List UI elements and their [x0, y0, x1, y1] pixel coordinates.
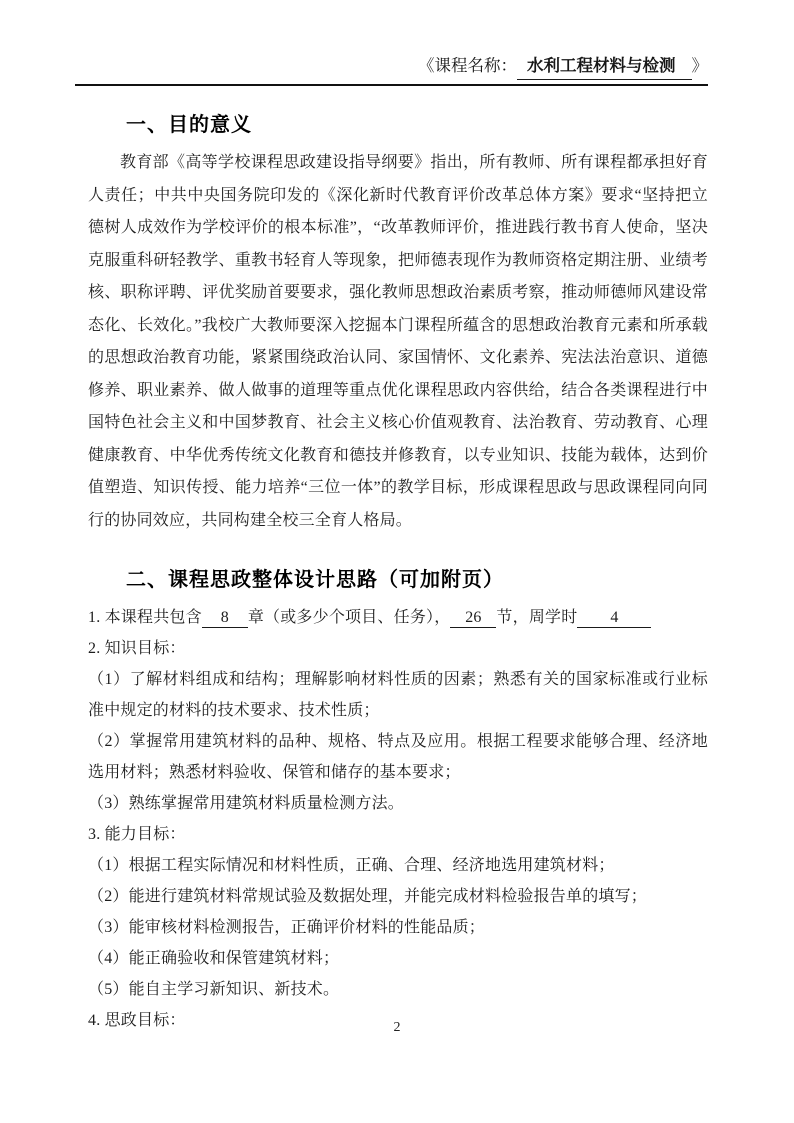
knowledge-goal-item-2: （2）掌握常用建筑材料的品种、规格、特点及应用。根据工程要求能够合理、经济地选用材料；熟悉材料验收、保管和储存的基本要求； — [88, 733, 708, 781]
weekly-hours-blank: 4 — [577, 608, 651, 628]
sections-blank: 26 — [450, 608, 496, 628]
ability-goal-item-3: （3）能审核材料检测报告，正确评价材料的性能品质； — [88, 919, 486, 936]
section-1-title: 一、目的意义 — [126, 114, 252, 136]
knowledge-goal-item-1: （1）了解材料组成和结构；理解影响材料性质的因素；熟悉有关的国家标准或行业标准中规定的材料的技术要求、技术性质； — [88, 671, 708, 719]
ideology-goals-title: 4. 思政目标： — [88, 1012, 186, 1029]
course-name-value: 水利工程材料与检测 — [517, 54, 692, 80]
structure-part1: 1. 本课程共包含 — [88, 609, 202, 626]
course-name-suffix: 》 — [691, 56, 708, 75]
section-1-paragraph: 教育部《高等学校课程思政建设指导纲要》指出，所有教师、所有课程都承担好育人责任；中共中央国务院印发的《深化新时代教育评价改革总体方案》要求“坚持把立德树人成效作为学校评价的根本标准”，“改革教师评价，推进践行教书育人使命，坚决克服重科研轻教学、重教书轻育人等现象，把师德表现作为教师资格定期注册、业绩考核、职称评聘、评优奖励首要要求，强化教师思想政治素质考察，推动师德师风建设常态化、长效化。”我校广大教师要深入挖掘本门课程所蕴含的思想政治教育元素和所承载的思想政治教育功能，紧紧围绕政治认同、家国情怀、文化素养、宪法法治意识、道德修养、职业素养、做人做事的道理等重点优化课程思政内容供给，结合各类课程进行中国特色社会主义和中国梦教育、社会主义核心价值观教育、法治教育、劳动教育、心理健康教育、中华优秀传统文化教育和德技并修教育，以专业知识、技能为载体，达到价值塑造、知识传授、能力培养“三位一体”的教学目标，形成课程思政与思政课程同向同行的协同效应，共同构建全校三全育人格局。 — [88, 154, 708, 529]
structure-part2: 章（或多少个项目、任务）， — [247, 609, 451, 626]
section-2-title: 二、课程思政整体设计思路（可加附页） — [126, 569, 504, 591]
page-footer — [0, 1020, 794, 1036]
header-rule — [75, 84, 708, 86]
section-2-body — [88, 602, 708, 1036]
page-number: 2 — [393, 1020, 401, 1035]
structure-part3: 节，周学时 — [496, 609, 578, 626]
ability-goal-item-1: （1）根据工程实际情况和材料性质，正确、合理、经济地选用建筑材料； — [88, 857, 615, 874]
knowledge-goal-item-3: （3）熟练掌握常用建筑材料质量检测方法。 — [88, 795, 405, 812]
page-header — [88, 54, 708, 86]
ability-goal-item-2: （2）能进行建筑材料常规试验及数据处理，并能完成材料检验报告单的填写； — [88, 888, 648, 905]
course-name-prefix: 《课程名称： — [418, 56, 517, 75]
knowledge-goals-title: 2. 知识目标： — [88, 640, 186, 657]
header-title — [88, 54, 708, 80]
chapters-blank: 8 — [202, 608, 248, 628]
ability-goals-title: 3. 能力目标： — [88, 826, 186, 843]
ability-goal-item-5: （5）能自主学习新知识、新技术。 — [88, 981, 340, 998]
ability-goal-item-4: （4）能正确验收和保管建筑材料； — [88, 950, 340, 967]
course-structure-line — [88, 602, 708, 633]
